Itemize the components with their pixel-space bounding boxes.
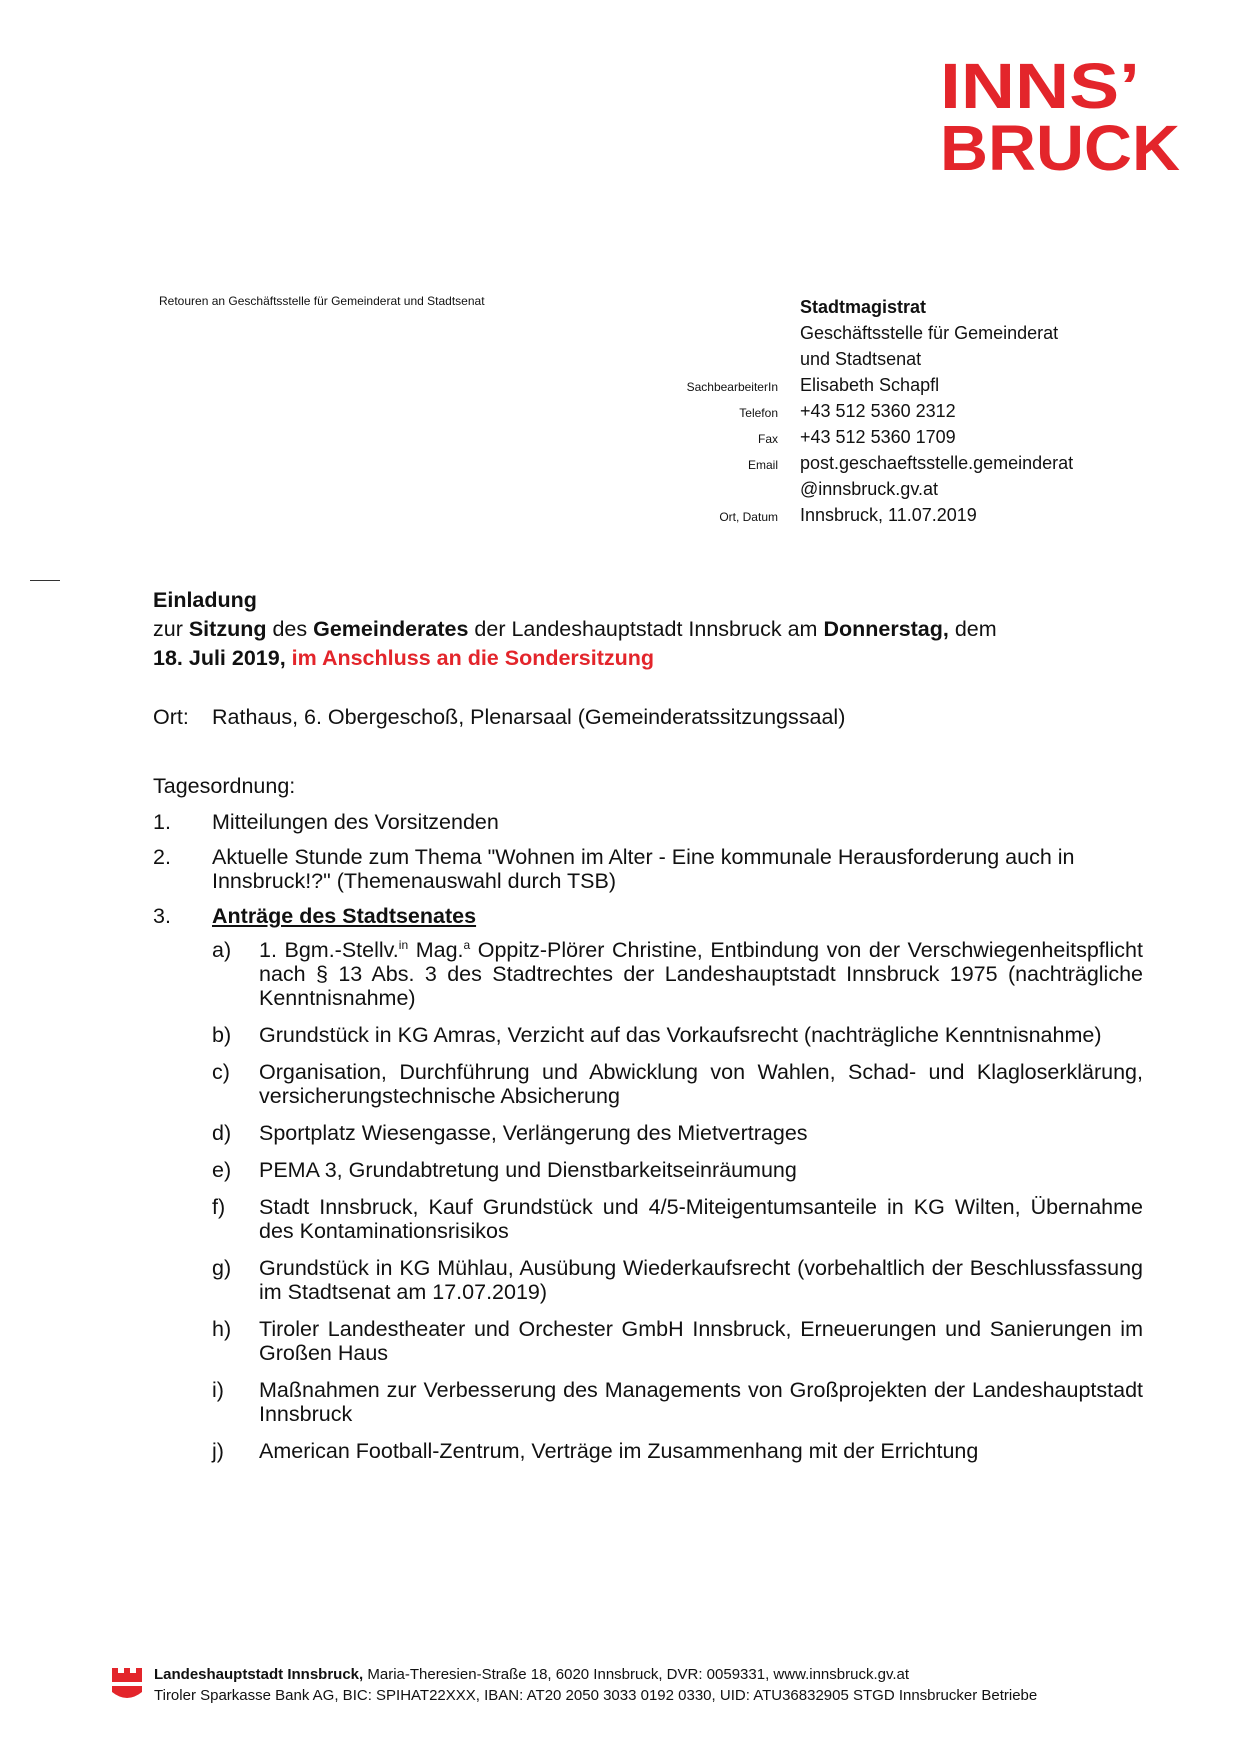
field-value: Innsbruck, 11.07.2019 (800, 505, 977, 525)
field-label: Ort, Datum (719, 510, 778, 524)
sub-item-d: d) Sportplatz Wiesengasse, Verlängerung des Mietvertrages (212, 1121, 808, 1145)
meeting-date: 18. Juli 2019, (153, 646, 286, 670)
location-label: Ort: (153, 705, 189, 729)
sub-item-h: h) Tiroler Landestheater und Orchester GmbH Innsbruck, Erneuerungen und Sanierungen im Großen Haus (212, 1317, 1143, 1365)
field-value: +43 512 5360 1709 (800, 427, 956, 447)
agenda-item: 2. Aktuelle Stunde zum Thema "Wohnen im Alter - Eine kommunale Herausforderung auch in Innsbruck!?" (Themenauswahl durch TSB) (153, 845, 1075, 893)
invitation-title: Einladung (153, 588, 257, 612)
field-label: Email (747, 458, 778, 472)
sub-item-j: j) American Football-Zentrum, Verträge im Zusammenhang mit der Errichtung (212, 1439, 979, 1463)
footer-line-1: Landeshauptstadt Innsbruck, Maria-Theresien-Straße 18, 6020 Innsbruck, DVR: 0059331, www.innsbruck.gv.at (154, 1666, 910, 1683)
return-address: Retouren an Geschäftsstelle für Gemeinderat und Stadtsenat (159, 294, 485, 308)
section-heading: Anträge des Stadtsenates (212, 904, 477, 928)
sub-item-c: c) Organisation, Durchführung und Abwicklung von Wahlen, Schad- und Klagloserklärung, versicherungstechnische Absicherung (212, 1060, 1143, 1108)
agenda-item: 3. Anträge des Stadtsenates (153, 904, 1143, 928)
sender-org: Stadtmagistrat (800, 297, 927, 317)
agenda-item: 1. Mitteilungen des Vorsitzenden (153, 810, 499, 834)
sender-dept-2: und Stadtsenat (800, 349, 922, 369)
sub-item-g: g) Grundstück in KG Mühlau, Ausübung Wiederkaufsrecht (vorbehaltlich der Beschlussfassung im Stadtsenat am 17.07.2019) (212, 1256, 1143, 1304)
logo-line-2: BRUCK (940, 112, 1180, 176)
city-emblem-icon (110, 1664, 144, 1704)
sub-item-i: i) Maßnahmen zur Verbesserung des Managements von Großprojekten der Landeshauptstadt Innsbruck (212, 1378, 1143, 1426)
letter-body (153, 586, 1143, 1463)
sub-item-e: e) PEMA 3, Grundabtretung und Dienstbarkeitseinräumung (212, 1158, 797, 1182)
footer (110, 1664, 1190, 1706)
field-value: @innsbruck.gv.at (800, 479, 938, 499)
meeting-note: im Anschluss an die Sondersitzung (291, 646, 655, 670)
sender-block (600, 294, 1160, 528)
field-label: Fax (757, 432, 778, 446)
logo-line-1: INNS’ (940, 52, 1140, 122)
field-value: Elisabeth Schapfl (800, 375, 940, 395)
sub-item-a: a) 1. Bgm.-Stellv.$^{in}$ Mag.$^a$ Oppitz-Plörer Christine, Entbindung von der Verschwiegenheitspflicht nach § 13 Abs. 3 des Stadtrechtes der Landeshauptstadt Innsbruck 1975 (nachträgliche Kenntnisnahme) (212, 937, 1143, 1010)
agenda-title: Tagesordnung: (153, 774, 296, 798)
fold-mark (30, 580, 60, 581)
invitation-text: zur Sitzung des Gemeinderates der Landeshauptstadt Innsbruck am Donnerstag, dem 18. Juli 2019, im Anschluss an die Sondersitzung (153, 617, 997, 670)
location-value: Rathaus, 6. Obergeschoß, Plenarsaal (Gemeinderatssitzungssaal) (212, 705, 846, 729)
sub-item-f: f) Stadt Innsbruck, Kauf Grundstück und 4/5-Miteigentumsanteile in KG Wilten, Übernahme des Kontaminationsrisikos (212, 1195, 1143, 1243)
footer-line-2: Tiroler Sparkasse Bank AG, BIC: SPIHAT22XXX, IBAN: AT20 2050 3033 0192 0330, UID: ATU36832905 STGD Innsbrucker Betriebe (154, 1687, 1038, 1704)
field-label: SachbearbeiterIn (686, 380, 778, 394)
sender-dept-1: Geschäftsstelle für Gemeinderat (800, 323, 1059, 343)
field-value: post.geschaeftsstelle.gemeinderat (800, 453, 1074, 473)
sub-item-b: b) Grundstück in KG Amras, Verzicht auf das Vorkaufsrecht (nachträgliche Kenntnisnahme) (212, 1023, 1102, 1047)
location (153, 705, 1143, 730)
field-value: +43 512 5360 2312 (800, 401, 956, 421)
agenda-sub-list (212, 938, 1143, 1463)
innsbruck-logo (940, 52, 1180, 176)
field-label: Telefon (739, 406, 778, 420)
